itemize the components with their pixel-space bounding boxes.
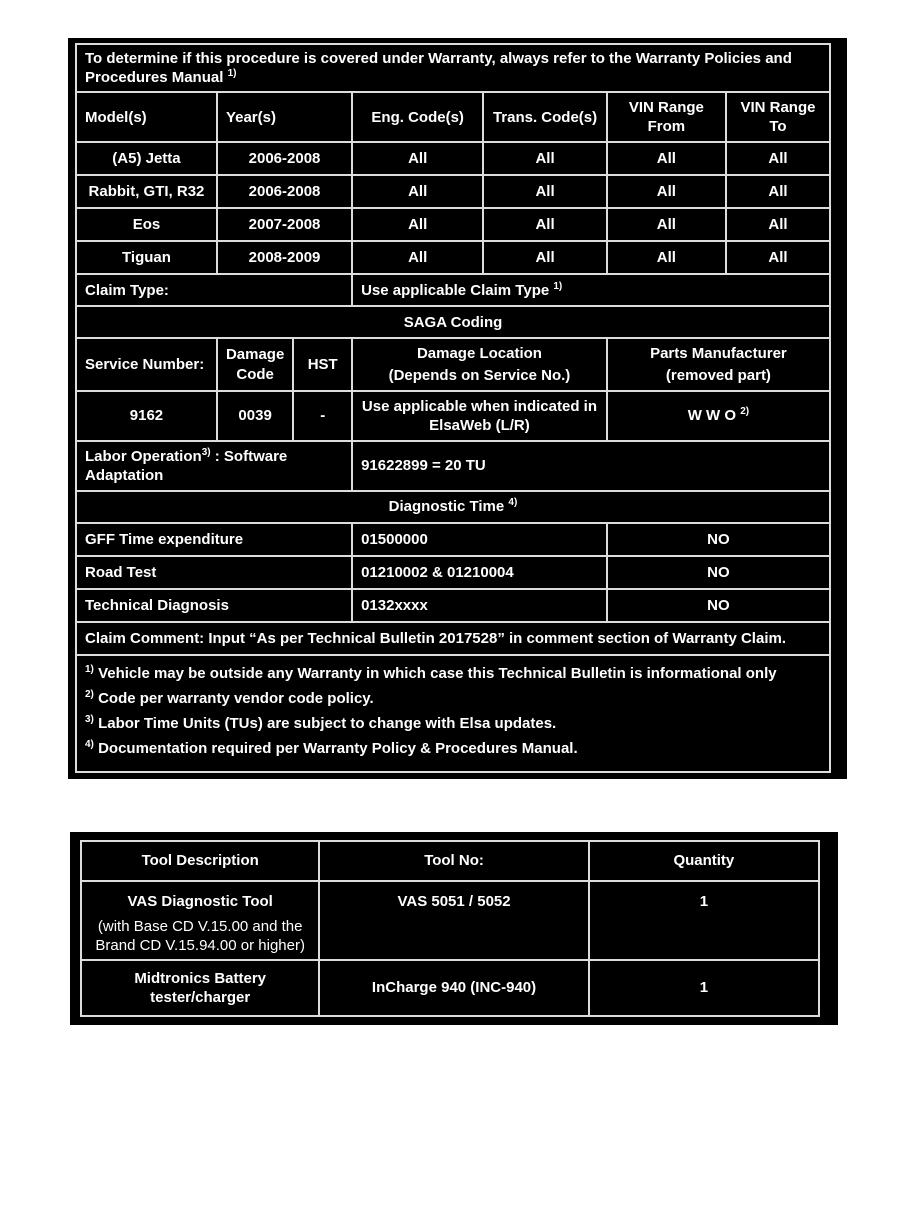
claim-type-row: [76, 274, 830, 306]
tool-quantity: 1: [589, 881, 819, 961]
saga-coding-title-row: [76, 306, 830, 338]
tool-description-cell: [81, 960, 319, 1016]
tool-row-vas: [81, 881, 819, 961]
saga-service-number: 9162: [76, 391, 217, 441]
diagnostic-time-footnote-marker: 4): [508, 497, 518, 509]
warranty-intro-cell: [76, 44, 830, 92]
model-row-rabbit-gti-r32: [76, 175, 830, 208]
diag-code: 01210002 & 01210004: [352, 556, 607, 589]
model-vin-to: All: [726, 208, 830, 241]
road-test-row: [76, 556, 830, 589]
technical-diagnosis-row: [76, 589, 830, 622]
warranty-intro-text: To determine if this procedure is covered under Warranty, always refer to the Warranty Policies and Procedures Manual: [85, 50, 792, 87]
model-vin-from: All: [607, 208, 726, 241]
tool-number: InCharge 940 (INC-940): [319, 960, 588, 1016]
header-vin-range-from: VIN Range From: [607, 92, 726, 142]
saga-damage-location-value: Use applicable when indicated in ElsaWeb (L/R): [352, 391, 607, 441]
header-models: Model(s): [76, 92, 217, 142]
model-row-eos: [76, 208, 830, 241]
saga-parts-manufacturer-value: W W O $^{2)}$: [607, 391, 830, 441]
tool-description-cell: [81, 881, 319, 961]
claim-comment-text: Claim Comment: Input “As per Technical Bulletin 2017528” in comment section of Warranty Claim.: [76, 622, 830, 655]
labor-operation-label: Labor Operation$^{3)}$ : Software Adaptation: [76, 441, 352, 491]
diag-flag: NO: [607, 589, 830, 622]
diag-flag: NO: [607, 523, 830, 556]
saga-header-row: [76, 338, 830, 390]
claim-comment-row: [76, 622, 830, 655]
header-tool-description: Tool Description: [81, 841, 319, 881]
header-trans-codes: Trans. Code(s): [483, 92, 607, 142]
model-vin-to: All: [726, 142, 830, 175]
claim-type-label: Claim Type:: [76, 274, 352, 306]
diagnostic-time-title: Diagnostic Time $^{4)}$: [76, 491, 830, 523]
model-row-tiguan: [76, 241, 830, 274]
saga-header-service-number: Service Number:: [76, 338, 217, 390]
footnote-2: $^{2)}$ Code per warranty vendor code policy.: [85, 688, 374, 707]
tools-header-row: [81, 841, 819, 881]
model-name: Eos: [76, 208, 217, 241]
saga-coding-title: SAGA Coding: [76, 306, 830, 338]
tool-quantity: 1: [589, 960, 819, 1016]
model-years: 2007-2008: [217, 208, 352, 241]
tool-description: Midtronics Battery tester/charger: [134, 969, 267, 1007]
saga-header-damage-location: Damage Location (Depends on Service No.): [352, 338, 607, 390]
tool-description-note: (with Base CD V.15.00 and the Brand CD V.15.94.00 or higher): [95, 917, 305, 954]
model-years: 2006-2008: [217, 142, 352, 175]
footnote-4: $^{4)}$ Documentation required per Warranty Policy & Procedures Manual.: [85, 739, 578, 758]
model-row-jetta: [76, 142, 830, 175]
tools-table-grid: [80, 840, 820, 1018]
model-trans: All: [483, 241, 607, 274]
tool-row-midtronics: [81, 960, 819, 1016]
model-eng: All: [352, 142, 483, 175]
header-vin-range-to: VIN Range To: [726, 92, 830, 142]
model-vin-from: All: [607, 175, 726, 208]
model-eng: All: [352, 241, 483, 274]
saga-header-hst: HST: [293, 338, 352, 390]
diagnostic-time-title-row: [76, 491, 830, 523]
footnote-1: $^{1)}$ Vehicle may be outside any Warranty in which case this Technical Bulletin is informational only: [85, 663, 777, 682]
model-name: Tiguan: [76, 241, 217, 274]
saga-header-parts-manufacturer: Parts Manufacturer (removed part): [607, 338, 830, 390]
labor-operation-row: [76, 441, 830, 491]
header-tool-no: Tool No:: [319, 841, 588, 881]
saga-hst-value: -: [293, 391, 352, 441]
model-vin-from: All: [607, 142, 726, 175]
required-tools-table: [70, 832, 838, 1026]
diag-flag: NO: [607, 556, 830, 589]
header-eng-codes: Eng. Code(s): [352, 92, 483, 142]
tool-description: VAS Diagnostic Tool: [127, 892, 273, 910]
model-trans: All: [483, 208, 607, 241]
warranty-intro-footnote-marker: 1): [227, 68, 237, 80]
claim-type-footnote-marker: 1): [553, 280, 563, 292]
warranty-table-grid: [75, 43, 831, 773]
model-vin-to: All: [726, 241, 830, 274]
labor-footnote-marker: 3): [201, 446, 211, 458]
model-eng: All: [352, 208, 483, 241]
model-eng: All: [352, 175, 483, 208]
warranty-information-table: [68, 38, 847, 779]
model-trans: All: [483, 175, 607, 208]
model-header-row: [76, 92, 830, 142]
saga-data-row: [76, 391, 830, 441]
footnotes-row: [76, 655, 830, 772]
model-name: (A5) Jetta: [76, 142, 217, 175]
diag-code: 01500000: [352, 523, 607, 556]
warranty-intro-row: [76, 44, 830, 92]
diag-label: GFF Time expenditure: [76, 523, 352, 556]
diag-label: Road Test: [76, 556, 352, 589]
gff-time-row: [76, 523, 830, 556]
model-years: 2008-2009: [217, 241, 352, 274]
parts-footnote-marker: 2): [740, 406, 750, 418]
saga-damage-code: 0039: [217, 391, 293, 441]
model-years: 2006-2008: [217, 175, 352, 208]
header-years: Year(s): [217, 92, 352, 142]
tool-number: VAS 5051 / 5052: [319, 881, 588, 961]
labor-operation-value: 91622899 = 20 TU: [352, 441, 830, 491]
diag-code: 0132xxxx: [352, 589, 607, 622]
model-name: Rabbit, GTI, R32: [76, 175, 217, 208]
model-trans: All: [483, 142, 607, 175]
saga-header-damage-code: Damage Code: [217, 338, 293, 390]
header-quantity: Quantity: [589, 841, 819, 881]
diag-label: Technical Diagnosis: [76, 589, 352, 622]
footnote-3: $^{3)}$ Labor Time Units (TUs) are subject to change with Elsa updates.: [85, 714, 557, 733]
claim-type-value: Use applicable Claim Type $^{1)}$: [352, 274, 830, 306]
model-vin-from: All: [607, 241, 726, 274]
model-vin-to: All: [726, 175, 830, 208]
footnotes-cell: [76, 655, 830, 772]
